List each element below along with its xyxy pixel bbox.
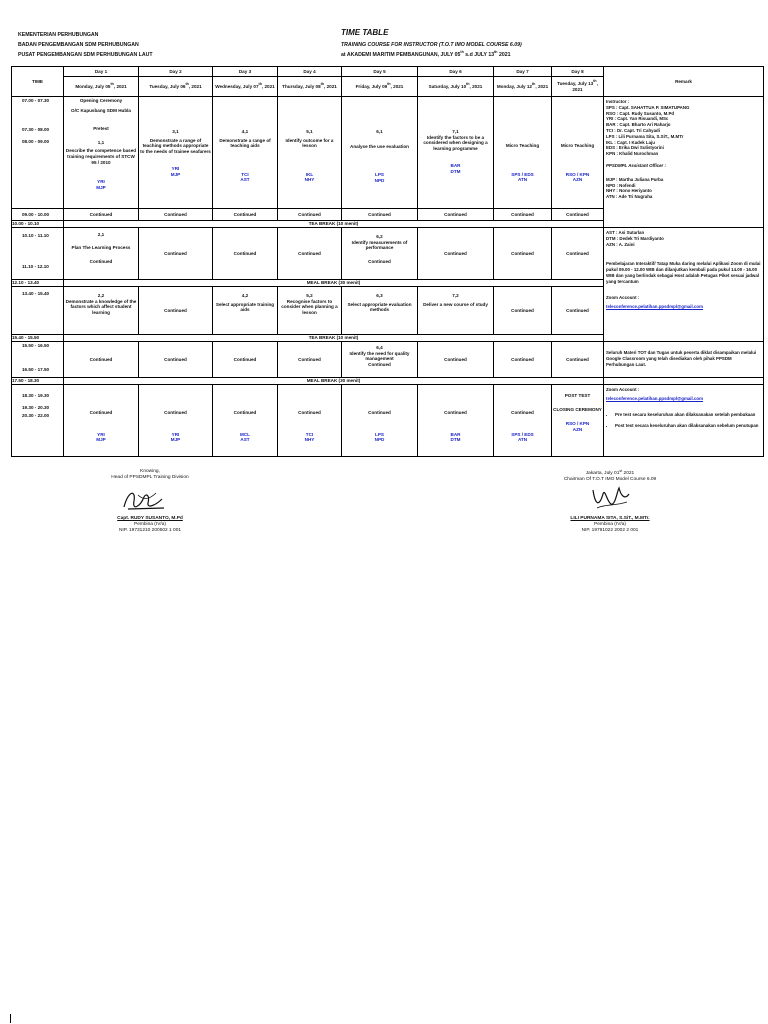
date-label: Monday, July 12th, 2021	[494, 77, 552, 97]
signer-nip: NIP. 19791022 2002 2 001	[581, 528, 639, 534]
signature-block-right-name	[530, 516, 690, 535]
signer-name: Capt. RUDY SUSANTO, M.Pd	[117, 516, 183, 521]
tea-break: TEA BREAK (10 menit)	[64, 335, 604, 342]
course-venue: at AKADEMI MARITIM PEMBANGUNAN, JULY 05th s.d JULY 13th 2021	[341, 50, 511, 58]
remark-bullets	[606, 412, 761, 430]
header-line-2: BADAN PENGEMBANGAN SDM PERHUBUNGAN	[18, 42, 139, 48]
session-cell: Continued	[64, 342, 139, 378]
time-header: TIME	[12, 67, 64, 97]
session-cell: 5,2 Recognise factors to consider when planning a lesson	[278, 287, 342, 335]
text-cursor	[10, 1014, 11, 1023]
session-cell: POST TEST CLOSING CEREMONY RSO / KPN AZN	[552, 385, 604, 457]
session-cell: Continued LPS NPD	[342, 385, 418, 457]
session-cell: Opening Ceremony O/C Kapusbang SDM Hubla Pretest 1,1 Describe the competence based training requirements of STCW 95 / 2010 YRI MJP	[64, 97, 139, 209]
session-cell: Continued MCL AST	[213, 385, 278, 457]
session-cell: Continued	[552, 287, 604, 335]
session-cell: Continued BAR DTM	[418, 385, 494, 457]
time-cell: 10.00 - 10.10	[12, 221, 64, 228]
day-label: Day 2	[139, 67, 213, 77]
session-cell: Continued	[139, 342, 213, 378]
session-cell: Micro Teaching SPS / EDS ATN	[494, 97, 552, 209]
date-label: Tuesday, July 06th, 2021	[139, 77, 213, 97]
session-cell: Continued YRI MJP	[139, 385, 213, 457]
session-cell: 6,1 Analyse the use evaluation LPS NPD	[342, 97, 418, 209]
ministry-header	[18, 30, 153, 60]
session-cell: Continued	[139, 228, 213, 280]
remark-notes: AST : Asi Sutarlan DTM : Dedek Tri Mardiyanto AZN : A. Zaini Pembelajaran Interaktif/ Tatap Muka daring melalui Aplikasi Zoom di mulai pukul 09.00 - 12.00 WIB dan dilanjutkan kembali pada pukul 14.00 - 16.00 WIB dan yang berlindak sebagai Host adalah Petugas Piket sesuai jadwal yang tercantum Zoom Account : teleconference.pelatihan.ppsdmpl@gmail.com	[604, 228, 764, 342]
session-cell: Continued	[278, 228, 342, 280]
session-cell: 2,2 Demonstrate a knowledge of the factors which affect student learning	[64, 287, 139, 335]
signer-role: Head of PPSDMPL Training Division	[111, 475, 189, 481]
page-title: TIME TABLE	[341, 28, 389, 37]
morning-session-row	[12, 97, 764, 209]
session-cell: Continued	[552, 342, 604, 378]
session-cell: Continued	[278, 342, 342, 378]
time-cell: 15.50 - 16.50 16.50 - 17.50	[12, 342, 64, 378]
date-label: Saturday, July 10th, 2021	[418, 77, 494, 97]
day-label: Day 3	[213, 67, 278, 77]
time-cell: 18.30 - 19.30 19.30 - 20.30 20.30 - 22.00	[12, 385, 64, 457]
day-label: Day 5	[342, 67, 418, 77]
session-cell: Continued	[213, 209, 278, 221]
session-cell: 7,1 Identify the factors to be a considered when designing a learning programme BAR DTM	[418, 97, 494, 209]
session-cell: Continued	[278, 209, 342, 221]
session-cell: Continued	[342, 209, 418, 221]
session-cell: Continued	[552, 228, 604, 280]
session-cell: Continued	[64, 209, 139, 221]
time-cell: 13.40 - 15.40	[12, 287, 64, 335]
timetable	[11, 66, 764, 457]
session-cell: Continued	[213, 228, 278, 280]
session-cell: Continued	[494, 228, 552, 280]
zoom-link[interactable]: teleconference.pelatihan.ppsdmpl@gmail.com	[606, 395, 703, 401]
session-cell: 6,4 Identify the need for quality management Continued	[342, 342, 418, 378]
session-cell: Continued	[418, 209, 494, 221]
day-header-row	[12, 67, 764, 77]
session-cell: 4,1 Demonstrate a range of teaching aids TCI AST	[213, 97, 278, 209]
signature-image	[585, 482, 635, 514]
session-cell: Continued TCI NHY	[278, 385, 342, 457]
zoom-link[interactable]: teleconference.pelatihan.ppsdmpl@gmail.com	[606, 304, 703, 310]
session-cell: 7,2 Deliver a new course of study	[418, 287, 494, 335]
day-label: Day 6	[418, 67, 494, 77]
session-cell: Continued	[494, 209, 552, 221]
course-subtitle: TRAINING COURSE FOR INSTRUCTOR (T.O.T IMO MODEL COURSE 6.09)	[341, 42, 522, 48]
session-cell: 4,2 Select appropriate training aids	[213, 287, 278, 335]
session-cell: 6,2 Identify measurements of performance Continued	[342, 228, 418, 280]
bullet-item: • Post test secara keseluruhan akan dilaksanakan sebelum penutupan	[615, 423, 761, 429]
session-cell: Continued	[418, 342, 494, 378]
signature-block-left	[70, 469, 230, 481]
signature-image	[118, 487, 170, 515]
session-cell: 5,1 Identify outcome for a lesson IKL NHY	[278, 97, 342, 209]
day-label: Day 4	[278, 67, 342, 77]
remark-instructors: Instructor : SPS : Capt. SAHATTUA P. SIMATUPANG RSO : Capt. Rudy Susanto, M.Pd YRI : Capt. Yan Risuandi, MSc BAR : Capt. Bharto Ari Raharjo TCI : Dr. Capt. Tri Cahyadi LPS : Lili Purnama Sita, S.SiT., M.MTr IKL : Capt. I Kadek Laju EDS : Erika Dwi Sulistyorini KPN : Khalid Nurochman PPSDMPL Assistant Officer : MJP : Martha Juliana Purba NPD : Nofendi NHY : Nono Heriyanto ATN : Ade Tri Nugraha	[604, 97, 764, 228]
break-row	[12, 378, 764, 385]
time-cell: 10.10 - 11.10 11.10 - 12.10	[12, 228, 64, 280]
meal-break: MEAL BREAK (30 menit)	[64, 280, 604, 287]
session-cell: 6,3 Select appropriate evaluation methods	[342, 287, 418, 335]
session-cell: Continued	[552, 209, 604, 221]
date-label: Thursday, July 08th, 2021	[278, 77, 342, 97]
signer-rank: Pembina (IV/a)	[134, 522, 166, 528]
meal-break: MEAL BREAK (30 menit)	[64, 378, 604, 385]
session-cell: Continued YRI MJP	[64, 385, 139, 457]
session-cell: 3,1 Demonstrate a range of teaching methods appropriate to the needs of trainee seafarers YRI MJP	[139, 97, 213, 209]
signer-nip: NIP. 19731210 200502 1 001	[118, 528, 182, 534]
header-line-3: PUSAT PENGEMBANGAN SDM PERHUBUNGAN LAUT	[18, 52, 153, 58]
session-cell: Continued	[418, 228, 494, 280]
header-line-1: KEMENTERIAN PERHUBUNGAN	[18, 32, 99, 38]
signer-role: Chairman Of T.O.T IMO Model Course 6.09	[563, 477, 657, 483]
session-row	[12, 228, 764, 280]
place-date: Jakarta, July 01st 2021	[585, 469, 635, 476]
day-label: Day 7	[494, 67, 552, 77]
time-cell: 15.40 - 15.50	[12, 335, 64, 342]
session-cell: Continued	[139, 209, 213, 221]
signature-block-left-name	[70, 516, 230, 535]
evening-session-row	[12, 385, 764, 457]
tea-break: TEA BREAK (10 menit)	[64, 221, 604, 228]
day-label: Day 8	[552, 67, 604, 77]
session-row	[12, 342, 764, 378]
session-cell: Micro Teaching RSO / KPN AZN	[552, 97, 604, 209]
date-label: Monday, July 05th, 2021	[64, 77, 139, 97]
day-label: Day 1	[64, 67, 139, 77]
time-cell: 17.50 - 18.30	[12, 378, 64, 385]
signer-name: LILI PURNAMA SITA, S.SiT., M.MTr.	[570, 516, 650, 521]
session-cell: Continued	[213, 342, 278, 378]
remark-header: Remark	[604, 67, 764, 97]
date-label: Wednesday, July 07th, 2021	[213, 77, 278, 97]
remark-classroom: Seluruh Materi TOT dan Tugas untuk peserta diklat disampaikan melalui Google Classroom yang telah disediakan oleh pihak PPSDM Perhubungan Laut.	[604, 342, 764, 378]
time-cell: 12.10 - 13.40	[12, 280, 64, 287]
remark-evening: Zoom Account : teleconference.pelatihan.ppsdmpl@gmail.com • Pre test secara keseluruhan akan dilaksanakan setelah pembukaan • Post test secara keseluruhan akan dilaksanakan sebelum penutupan	[604, 385, 764, 457]
session-cell: Continued SPS / EDS ATN	[494, 385, 552, 457]
date-label: Friday, July 09th, 2021	[342, 77, 418, 97]
session-cell: 2,1 Plan The Learning Process Continued	[64, 228, 139, 280]
session-cell: Continued	[494, 287, 552, 335]
knowing-label: Knowing,	[140, 469, 160, 474]
bullet-item: • Pre test secara keseluruhan akan dilaksanakan setelah pembukaan	[615, 412, 761, 418]
signer-rank: Pembina (IV/a)	[594, 522, 626, 528]
time-cell: 07.00 - 07.30 07.30 - 08.00 08.00 - 09.00	[12, 97, 64, 209]
session-cell: Continued	[494, 342, 552, 378]
time-cell: 09.00 - 10.00	[12, 209, 64, 221]
session-cell: Continued	[139, 287, 213, 335]
date-label: Tuesday, July 13th, 2021	[552, 77, 604, 97]
remark-blank	[604, 378, 764, 385]
